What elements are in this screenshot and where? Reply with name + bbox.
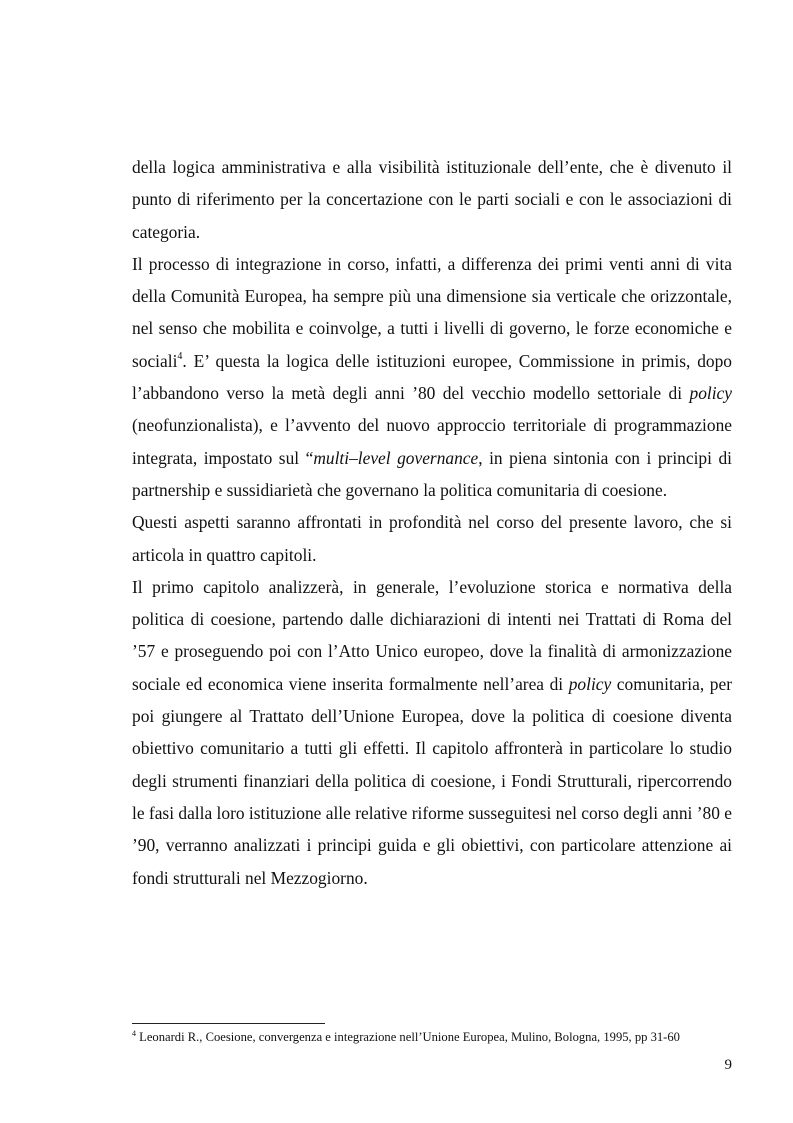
italic-term: multi–level governance — [313, 447, 479, 468]
italic-term: policy — [568, 673, 612, 694]
footnote-text: Leonardi R., Coesione, convergenza e integrazione nell’Unione Europea, Mulino, Bologna, 1995, pp 31-60 — [136, 1030, 680, 1044]
footnote-separator — [132, 1023, 325, 1024]
paragraph — [132, 571, 732, 894]
text-run: della logica amministrativa e alla visibilità istituzionale dell’ente, che è divenuto il punto di riferimento per la concertazione con le parti sociali e con le associazioni di categoria. — [132, 157, 732, 242]
text-run: Questi aspetti saranno affrontati in profondità nel corso del presente lavoro, che si articola in quattro capitoli. — [132, 512, 732, 565]
text-run: , in piena sintonia con i principi di partnership e sussidiarietà che governano la politica comunitaria di coesione. — [132, 447, 732, 500]
italic-term: policy — [689, 383, 732, 404]
page-number: 9 — [724, 1057, 732, 1073]
footnote-reference: 4 — [177, 350, 183, 362]
paragraph — [132, 506, 732, 571]
text-run: Il primo capitolo analizzerà, in generale, l’evoluzione storica e normativa della politica di coesione, partendo dalle dichiarazioni di intenti nei Trattati di Roma del ’57 e proseguendo poi con l’Atto Unico europeo, dove la finalità di armonizzazione sociale ed economica viene inserita formalmente nell’area di — [132, 576, 732, 694]
text-run: Il processo di integrazione in corso, infatti, a differenza dei primi venti anni di vita della Comunità Europea, ha sempre più una dimensione sia verticale che orizzontale, nel senso che mobilita e coinvolge, a tutti i livelli di governo, le forze economiche e sociali — [132, 253, 732, 371]
footnote-marker: 4 — [132, 1029, 136, 1038]
text-run: (neofunzionalista), e l’avvento del nuovo approccio territoriale di programmazione integrata, impostato sul “ — [132, 415, 732, 468]
paragraph — [132, 248, 732, 506]
body-text — [132, 151, 732, 894]
text-run: comunitaria, per poi giungere al Trattato dell’Unione Europea, dove la politica di coesione diventa obiettivo comunitario a tutti gli effetti. Il capitolo affronterà in particolare lo studio degli strumenti finanziari della politica di coesione, i Fondi Strutturali, ripercorrendo le fasi dalla loro istituzione alle relative riforme susseguitesi nel corso degli anni ’80 e ’90, verranno analizzati i principi guida e gli obiettivi, con particolare attenzione ai fondi strutturali nel Mezzogiorno. — [132, 673, 732, 888]
text-run: . E’ questa la logica delle istituzioni europee, Commissione in primis, dopo l’abbandono verso la metà degli anni ’80 del vecchio modello settoriale di — [132, 350, 732, 404]
footnote — [132, 1029, 752, 1045]
paragraph — [132, 151, 732, 248]
